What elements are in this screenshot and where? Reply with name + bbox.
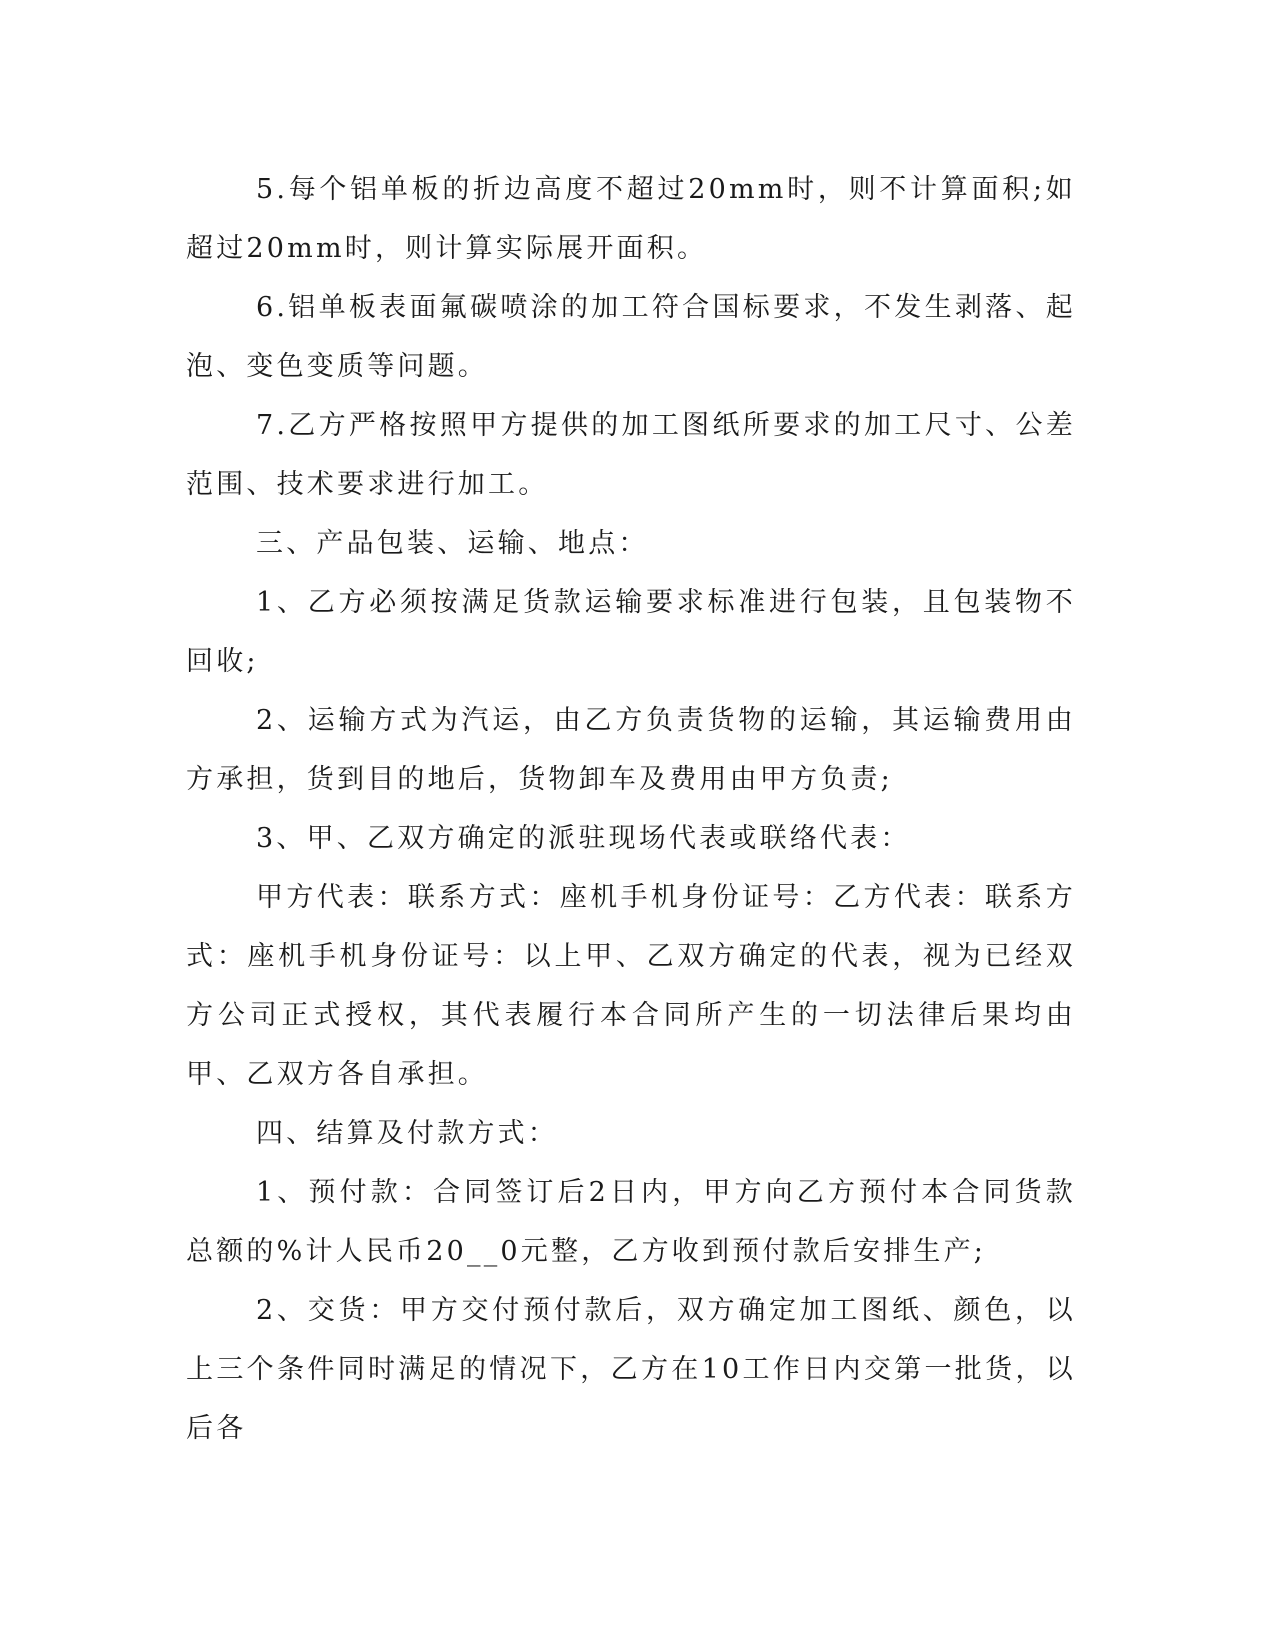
paragraph-packaging-3: 3、甲、乙双方确定的派驻现场代表或联络代表：: [256, 823, 911, 854]
paragraph-payment-2: 2、交货：甲方交付预付款后，双方确定加工图纸、颜色，以上三个条件同时满足的情况下，乙方在10工作日内交第一批货，以后各: [186, 1295, 1076, 1444]
paragraph-packaging-1: 1、乙方必须按满足货款运输要求标准进行包装，且包装物不回收;: [186, 587, 1076, 677]
document-body: [186, 160, 1076, 1458]
paragraph-representatives: 甲方代表：联系方式：座机手机身份证号：乙方代表：联系方式：座机手机身份证号：以上甲、乙双方确定的代表，视为已经双方公司正式授权，其代表履行本合同所产生的一切法律后果均由甲、乙双方各自承担。: [186, 882, 1076, 1090]
paragraph-clause-7: 7.乙方严格按照甲方提供的加工图纸所要求的加工尺寸、公差范围、技术要求进行加工。: [186, 410, 1076, 500]
paragraph-payment-1: 1、预付款：合同签订后2日内，甲方向乙方预付本合同货款总额的%计人民币20__0元整，乙方收到预付款后安排生产;: [186, 1177, 1076, 1267]
section-heading-packaging: 三、产品包装、运输、地点：: [256, 528, 649, 559]
paragraph-packaging-2: 2、运输方式为汽运，由乙方负责货物的运输，其运输费用由方承担，货到目的地后，货物卸车及费用由甲方负责;: [186, 705, 1076, 795]
section-heading-payment: 四、结算及付款方式：: [256, 1118, 558, 1149]
paragraph-clause-5: 5.每个铝单板的折边高度不超过20mm时，则不计算面积;如超过20mm时，则计算实际展开面积。: [186, 174, 1076, 264]
paragraph-clause-6: 6.铝单板表面氟碳喷涂的加工符合国标要求，不发生剥落、起泡、变色变质等问题。: [186, 292, 1076, 382]
